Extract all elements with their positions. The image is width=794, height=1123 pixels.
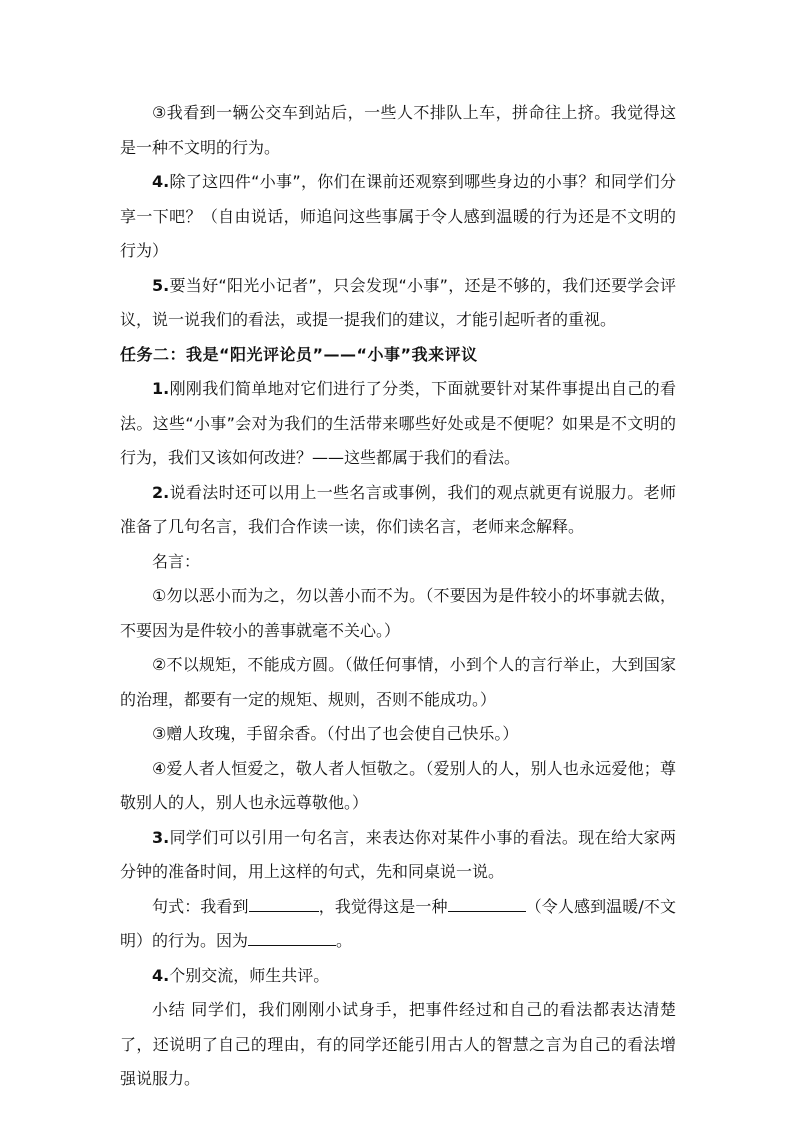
step-number: 5. [152,275,170,295]
summary-paragraph: 小结 同学们，我们刚刚小试身手，把事件经过和自己的看法都表达清楚了，还说明了自己的理由，有的同学还能引用古人的智慧之言为自己的看法增强说服力。 [120,1000,676,1088]
paragraph-text: 刚刚我们简单地对它们进行了分类，下面就要针对某件事提出自己的看法。这些“小事”会对为我们的生活带来哪些好处或是不便呢？如果是不文明的行为，我们又该如何改进？——这些都属于我们的看法。 [120,379,676,467]
quote-3: ③赠人玫瑰，手留余香。（付出了也会使自己快乐。） [152,724,519,743]
paragraph-observation-3: ③我看到一辆公交车到站后，一些人不排队上车，拼命往上挤。我觉得这是一种不文明的行为。 [120,103,676,157]
paragraph-text: 除了这四件“小事”，你们在课前还观察到哪些身边的小事？和同学们分享一下吧？（自由说话，师追问这些事属于令人感到温暖的行为还是不文明的行为） [120,172,676,260]
quotes-label: 名言： [152,551,201,571]
sentence-pattern [120,890,676,959]
fill-blank-1 [249,891,319,912]
step-number: 3. [152,827,170,847]
step-number: 4. [152,172,170,191]
task-two-heading: 任务二：我是“阳光评论员”——“小事”我来评议 [120,344,478,364]
fill-blank-2 [448,891,526,912]
paragraph-task2-step-1 [120,372,676,476]
paragraph-text: 说看法时还可以用上一些名言或事例，我们的观点就更有说服力。老师准备了几句名言，我们合作读一读，你们读名言，老师来念解释。 [120,482,676,536]
paragraph-step-5 [120,269,676,338]
step-number: 4. [152,965,170,985]
fill-blank-3 [248,925,336,946]
document-body [120,96,676,1097]
paragraph-text: 要当好“阳光小记者”，只会发现“小事”，还是不够的，我们还要学会评议，说一说我们的看法，或提一提我们的建议，才能引起听者的重视。 [120,275,676,329]
quote-1: ①勿以恶小而为之，勿以善小而不为。（不要因为是件较小的坏事就去做，不要因为是件较小的善事就毫不关心。） [120,586,676,640]
paragraph-task2-step-4 [120,959,676,994]
paragraph-task2-step-2 [120,476,676,545]
step-number: 1. [152,379,170,398]
paragraph-step-4 [120,165,676,269]
quote-2: ②不以规矩，不能成方圆。（做任何事情，小到个人的言行举止，大到国家的治理，都要有一定的规矩、规则，否则不能成功。） [120,655,676,709]
paragraph-text: 个别交流，师生共评。 [169,965,330,985]
paragraph-task2-step-3 [120,821,676,890]
quote-4: ④爱人者人恒爱之，敬人者人恒敬之。（爱别人的人，别人也永远爱他；尊敬别人的人，别人也永远尊敬他。） [120,758,676,812]
pattern-text-a: 句式：我看到 [152,896,249,916]
pattern-text-b: ，我觉得这是一种 [318,896,448,916]
paragraph-text: 同学们可以引用一句名言，来表达你对某件小事的看法。现在给大家两分钟的准备时间，用上这样的句式，先和同桌说一说。 [120,827,676,881]
pattern-text-c: （令人感到温暖/不文明）的行为。因为 [120,896,676,950]
pattern-text-d: 。 [336,931,353,950]
step-number: 2. [152,482,170,502]
